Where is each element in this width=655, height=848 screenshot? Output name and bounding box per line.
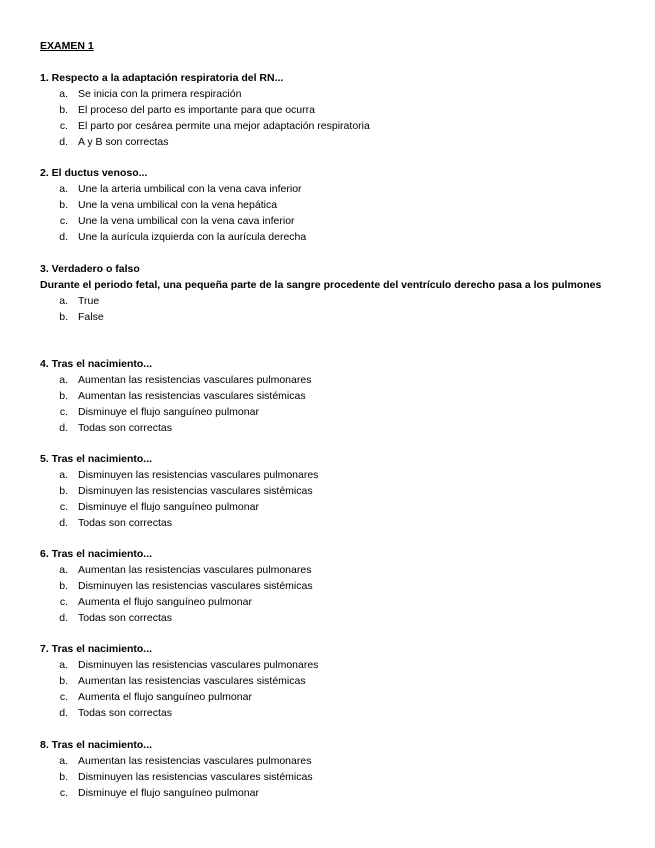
question-title: 2. El ductus venoso... [40, 167, 148, 179]
question-7 [40, 641, 620, 721]
option[interactable] [40, 753, 620, 769]
option[interactable] [40, 499, 620, 515]
option[interactable] [40, 197, 620, 213]
option-text: El proceso del parto es importante para que ocurra [78, 104, 315, 116]
question-title: 5. Tras el nacimiento... [40, 453, 153, 465]
option-text: Une la vena umbilical con la vena hepática [78, 199, 278, 211]
option[interactable] [40, 673, 620, 689]
option-letter: b. [59, 311, 68, 323]
option[interactable] [40, 118, 620, 134]
option-letter: a. [59, 88, 68, 100]
question-4 [40, 356, 620, 436]
option[interactable] [40, 562, 620, 578]
options-list [40, 293, 620, 325]
option-letter: b. [59, 675, 68, 687]
question-title: 7. Tras el nacimiento... [40, 643, 153, 655]
options-list [40, 657, 620, 721]
option[interactable] [40, 86, 620, 102]
option[interactable] [40, 483, 620, 499]
option[interactable] [40, 705, 620, 721]
options-list [40, 753, 620, 801]
option-letter: d. [59, 231, 68, 243]
option[interactable] [40, 181, 620, 197]
option-letter: c. [59, 215, 68, 227]
option-text: Une la vena umbilical con la vena cava inferior [78, 215, 295, 227]
option-text: True [78, 295, 100, 307]
option[interactable] [40, 404, 620, 420]
option[interactable] [40, 213, 620, 229]
exam-title: EXAMEN 1 [40, 40, 94, 52]
option-text: Une la aurícula izquierda con la aurícula derecha [78, 231, 307, 243]
option-text: Une la arteria umbilical con la vena cava inferior [78, 183, 302, 195]
option-text: Disminuye el flujo sanguíneo pulmonar [78, 501, 259, 513]
question-title: 1. Respecto a la adaptación respiratoria del RN... [40, 72, 284, 84]
option[interactable] [40, 229, 620, 245]
option-text: El parto por cesárea permite una mejor adaptación respiratoria [78, 120, 370, 132]
option-text: Disminuyen las resistencias vasculares sistémicas [78, 580, 313, 592]
option-text: Disminuyen las resistencias vasculares sistémicas [78, 485, 313, 497]
option-letter: b. [59, 199, 68, 211]
question-3 [40, 261, 620, 325]
option-letter: b. [59, 390, 68, 402]
option-text: False [78, 311, 104, 323]
option[interactable] [40, 420, 620, 436]
question-2 [40, 165, 620, 245]
option-text: Disminuye el flujo sanguíneo pulmonar [78, 787, 259, 799]
option-letter: b. [59, 485, 68, 497]
option-text: Disminuyen las resistencias vasculares sistémicas [78, 771, 313, 783]
options-list [40, 86, 620, 150]
option[interactable] [40, 293, 620, 309]
option-letter: d. [59, 517, 68, 529]
question-title: 4. Tras el nacimiento... [40, 358, 153, 370]
option-text: Aumentan las resistencias vasculares sistémicas [78, 390, 306, 402]
option-letter: c. [59, 691, 68, 703]
option[interactable] [40, 102, 620, 118]
option-text: Todas son correctas [78, 612, 172, 624]
option[interactable] [40, 134, 620, 150]
option-text: Todas son correctas [78, 517, 172, 529]
option-letter: a. [59, 183, 68, 195]
option[interactable] [40, 689, 620, 705]
option-text: Aumenta el flujo sanguíneo pulmonar [78, 596, 252, 608]
option-letter: a. [59, 564, 68, 576]
question-5 [40, 451, 620, 531]
option-letter: c. [59, 120, 68, 132]
option-letter: d. [59, 136, 68, 148]
option-text: Aumentan las resistencias vasculares sistémicas [78, 675, 306, 687]
option[interactable] [40, 467, 620, 483]
options-list [40, 562, 620, 626]
option-text: Todas son correctas [78, 422, 172, 434]
option-text: Se inicia con la primera respiración [78, 88, 242, 100]
option-text: Todas son correctas [78, 707, 172, 719]
options-list [40, 467, 620, 531]
option-letter: c. [59, 406, 68, 418]
option-letter: a. [59, 755, 68, 767]
option-letter: a. [59, 469, 68, 481]
option[interactable] [40, 785, 620, 801]
option-letter: d. [59, 422, 68, 434]
option[interactable] [40, 578, 620, 594]
option-text: Disminuye el flujo sanguíneo pulmonar [78, 406, 259, 418]
options-list [40, 372, 620, 436]
option-text: Aumenta el flujo sanguíneo pulmonar [78, 691, 252, 703]
question-title: 8. Tras el nacimiento... [40, 739, 153, 751]
option[interactable] [40, 372, 620, 388]
option[interactable] [40, 309, 620, 325]
option-letter: a. [59, 659, 68, 671]
question-8 [40, 737, 620, 801]
option-letter: b. [59, 580, 68, 592]
option-letter: a. [59, 374, 68, 386]
question-title: 6. Tras el nacimiento... [40, 548, 153, 560]
option-text: Aumentan las resistencias vasculares pulmonares [78, 564, 312, 576]
option[interactable] [40, 515, 620, 531]
option-text: Disminuyen las resistencias vasculares pulmonares [78, 469, 319, 481]
option-letter: c. [59, 787, 68, 799]
option[interactable] [40, 388, 620, 404]
question-6 [40, 546, 620, 626]
option[interactable] [40, 610, 620, 626]
option[interactable] [40, 594, 620, 610]
question-statement: Durante el periodo fetal, una pequeña parte de la sangre procedente del ventrículo derecho pasa a los pulmones [40, 279, 602, 291]
question-title: 3. Verdadero o falso [40, 263, 140, 275]
option-letter: c. [59, 501, 68, 513]
option-text: Disminuyen las resistencias vasculares pulmonares [78, 659, 319, 671]
option-letter: b. [59, 771, 68, 783]
option-letter: a. [59, 295, 68, 307]
option[interactable] [40, 657, 620, 673]
options-list [40, 181, 620, 245]
question-1 [40, 70, 620, 150]
option-text: Aumentan las resistencias vasculares pulmonares [78, 755, 312, 767]
option-text: A y B son correctas [78, 136, 169, 148]
option-letter: b. [59, 104, 68, 116]
option-text: Aumentan las resistencias vasculares pulmonares [78, 374, 312, 386]
option-letter: d. [59, 707, 68, 719]
option-letter: d. [59, 612, 68, 624]
option-letter: c. [59, 596, 68, 608]
option[interactable] [40, 769, 620, 785]
